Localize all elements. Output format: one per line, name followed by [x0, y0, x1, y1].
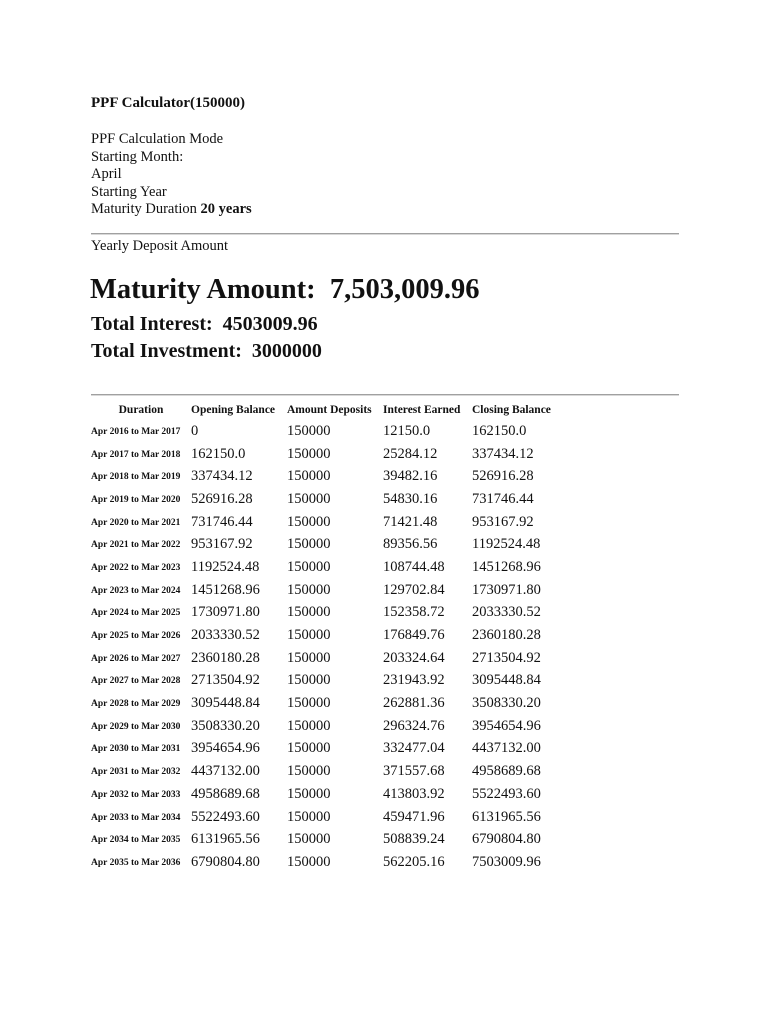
starting-year-label: Starting Year [91, 183, 167, 200]
table-row [91, 670, 572, 693]
cell-amount-deposits: 150000 [287, 649, 331, 666]
cell-closing-balance: 337434.12 [472, 445, 534, 462]
cell-amount-deposits: 150000 [287, 808, 331, 825]
header-opening-balance: Opening Balance [191, 403, 276, 416]
cell-interest-earned: 413803.92 [383, 785, 445, 802]
cell-opening-balance: 3954654.96 [191, 740, 260, 757]
table-row [91, 465, 572, 488]
table-row [91, 488, 572, 511]
cell-closing-balance: 4437132.00 [472, 740, 541, 757]
header-closing-balance: Closing Balance [472, 403, 551, 416]
cell-amount-deposits: 150000 [287, 831, 331, 848]
cell-interest-earned: 371557.68 [383, 763, 445, 780]
cell-interest-earned: 459471.96 [383, 808, 445, 825]
cell-duration: Apr 2032 to Mar 2033 [91, 789, 181, 800]
cell-amount-deposits: 150000 [287, 445, 331, 462]
cell-interest-earned: 54830.16 [383, 490, 438, 507]
calculation-settings [91, 131, 252, 219]
cell-duration: Apr 2030 to Mar 2031 [91, 744, 181, 755]
table-row [91, 602, 572, 625]
cell-closing-balance: 5522493.60 [472, 785, 541, 802]
table-row [91, 624, 572, 647]
cell-interest-earned: 152358.72 [383, 604, 445, 621]
cell-duration: Apr 2028 to Mar 2029 [91, 699, 181, 710]
table-row [91, 738, 572, 761]
cell-amount-deposits: 150000 [287, 695, 331, 712]
cell-opening-balance: 0 [191, 422, 199, 439]
yearly-deposit-label: Yearly Deposit Amount [91, 238, 229, 254]
cell-closing-balance: 526916.28 [472, 468, 534, 485]
cell-closing-balance: 6131965.56 [472, 808, 541, 825]
cell-interest-earned: 262881.36 [383, 695, 445, 712]
table-row [91, 715, 572, 738]
cell-amount-deposits: 150000 [287, 581, 331, 598]
cell-closing-balance: 3954654.96 [472, 717, 541, 734]
cell-duration: Apr 2031 to Mar 2032 [91, 767, 181, 778]
maturity-duration-label: Maturity Duration [91, 201, 197, 218]
cell-amount-deposits: 150000 [287, 853, 331, 870]
cell-duration: Apr 2029 to Mar 2030 [91, 721, 181, 732]
cell-opening-balance: 2033330.52 [191, 627, 260, 644]
maturity-amount: Maturity Amount: 7,503,009.96 [90, 274, 480, 305]
cell-amount-deposits: 150000 [287, 717, 331, 734]
cell-duration: Apr 2025 to Mar 2026 [91, 631, 181, 642]
cell-opening-balance: 1451268.96 [191, 581, 260, 598]
cell-opening-balance: 3095448.84 [191, 695, 260, 712]
cell-opening-balance: 3508330.20 [191, 717, 260, 734]
cell-closing-balance: 2360180.28 [472, 627, 541, 644]
table-header-row [91, 399, 572, 420]
cell-duration: Apr 2035 to Mar 2036 [91, 857, 181, 868]
cell-duration: Apr 2017 to Mar 2018 [91, 449, 181, 460]
cell-opening-balance: 6131965.56 [191, 831, 260, 848]
cell-interest-earned: 89356.56 [383, 536, 438, 553]
ppf-schedule-table [91, 399, 572, 874]
cell-duration: Apr 2022 to Mar 2023 [91, 562, 181, 573]
cell-interest-earned: 296324.76 [383, 717, 445, 734]
cell-interest-earned: 25284.12 [383, 445, 438, 462]
cell-closing-balance: 2033330.52 [472, 604, 541, 621]
total-interest: Total Interest: 4503009.96 [91, 313, 318, 335]
table-row [91, 783, 572, 806]
cell-amount-deposits: 150000 [287, 604, 331, 621]
page-title: PPF Calculator(150000) [91, 95, 245, 111]
cell-interest-earned: 231943.92 [383, 672, 445, 689]
cell-duration: Apr 2018 to Mar 2019 [91, 472, 181, 483]
cell-duration: Apr 2021 to Mar 2022 [91, 540, 181, 551]
cell-amount-deposits: 150000 [287, 763, 331, 780]
cell-opening-balance: 4958689.68 [191, 785, 260, 802]
table-row [91, 647, 572, 670]
calculation-mode-label: PPF Calculation Mode [91, 131, 224, 147]
table-row [91, 828, 572, 851]
cell-interest-earned: 12150.0 [383, 422, 431, 439]
table-row [91, 579, 572, 602]
cell-duration: Apr 2026 to Mar 2027 [91, 653, 181, 664]
table-row [91, 511, 572, 534]
cell-duration: Apr 2024 to Mar 2025 [91, 608, 181, 619]
cell-opening-balance: 2713504.92 [191, 672, 260, 689]
cell-interest-earned: 203324.64 [383, 649, 445, 666]
cell-opening-balance: 731746.44 [191, 513, 253, 530]
cell-duration: Apr 2033 to Mar 2034 [91, 812, 181, 823]
cell-interest-earned: 71421.48 [383, 513, 438, 530]
cell-closing-balance: 3095448.84 [472, 672, 541, 689]
cell-closing-balance: 3508330.20 [472, 695, 541, 712]
cell-amount-deposits: 150000 [287, 490, 331, 507]
header-duration: Duration [118, 403, 164, 416]
cell-opening-balance: 162150.0 [191, 445, 246, 462]
cell-amount-deposits: 150000 [287, 536, 331, 553]
cell-closing-balance: 1192524.48 [472, 536, 541, 553]
cell-closing-balance: 162150.0 [472, 422, 527, 439]
cell-opening-balance: 1192524.48 [191, 558, 260, 575]
cell-interest-earned: 508839.24 [383, 831, 445, 848]
cell-amount-deposits: 150000 [287, 422, 331, 439]
cell-closing-balance: 1730971.80 [472, 581, 541, 598]
table-row [91, 420, 572, 443]
header-amount-deposits: Amount Deposits [287, 403, 372, 416]
cell-opening-balance: 526916.28 [191, 490, 253, 507]
starting-month-label: Starting Month: [91, 148, 184, 165]
cell-duration: Apr 2023 to Mar 2024 [91, 585, 181, 596]
maturity-duration-value: 20 years [200, 201, 252, 218]
header-interest-earned: Interest Earned [383, 403, 461, 416]
cell-duration: Apr 2020 to Mar 2021 [91, 517, 181, 528]
cell-opening-balance: 2360180.28 [191, 649, 260, 666]
cell-interest-earned: 129702.84 [383, 581, 445, 598]
cell-duration: Apr 2016 to Mar 2017 [91, 426, 181, 437]
cell-duration: Apr 2019 to Mar 2020 [91, 494, 181, 505]
table-row [91, 443, 572, 466]
starting-month-value: April [91, 166, 122, 183]
cell-amount-deposits: 150000 [287, 740, 331, 757]
cell-opening-balance: 4437132.00 [191, 763, 260, 780]
cell-interest-earned: 562205.16 [383, 853, 445, 870]
cell-amount-deposits: 150000 [287, 558, 331, 575]
table-body [91, 420, 572, 874]
cell-amount-deposits: 150000 [287, 785, 331, 802]
cell-opening-balance: 6790804.80 [191, 853, 260, 870]
cell-closing-balance: 1451268.96 [472, 558, 541, 575]
cell-closing-balance: 6790804.80 [472, 831, 541, 848]
cell-amount-deposits: 150000 [287, 627, 331, 644]
cell-duration: Apr 2027 to Mar 2028 [91, 676, 181, 687]
cell-closing-balance: 731746.44 [472, 490, 534, 507]
cell-interest-earned: 108744.48 [383, 558, 445, 575]
total-investment: Total Investment: 3000000 [91, 340, 322, 362]
cell-amount-deposits: 150000 [287, 468, 331, 485]
cell-closing-balance: 4958689.68 [472, 763, 541, 780]
cell-amount-deposits: 150000 [287, 513, 331, 530]
cell-opening-balance: 5522493.60 [191, 808, 260, 825]
cell-closing-balance: 2713504.92 [472, 649, 541, 666]
cell-closing-balance: 953167.92 [472, 513, 534, 530]
table-row [91, 692, 572, 715]
cell-opening-balance: 1730971.80 [191, 604, 260, 621]
cell-interest-earned: 39482.16 [383, 468, 438, 485]
table-row [91, 533, 572, 556]
cell-amount-deposits: 150000 [287, 672, 331, 689]
cell-duration: Apr 2034 to Mar 2035 [91, 835, 181, 846]
cell-interest-earned: 176849.76 [383, 627, 445, 644]
table-row [91, 851, 572, 874]
cell-closing-balance: 7503009.96 [472, 853, 541, 870]
table-row [91, 806, 572, 829]
divider [91, 394, 679, 396]
table-row [91, 760, 572, 783]
divider [91, 233, 679, 235]
cell-opening-balance: 337434.12 [191, 468, 253, 485]
cell-interest-earned: 332477.04 [383, 740, 445, 757]
table-row [91, 556, 572, 579]
maturity-duration [91, 201, 252, 219]
cell-opening-balance: 953167.92 [191, 536, 253, 553]
